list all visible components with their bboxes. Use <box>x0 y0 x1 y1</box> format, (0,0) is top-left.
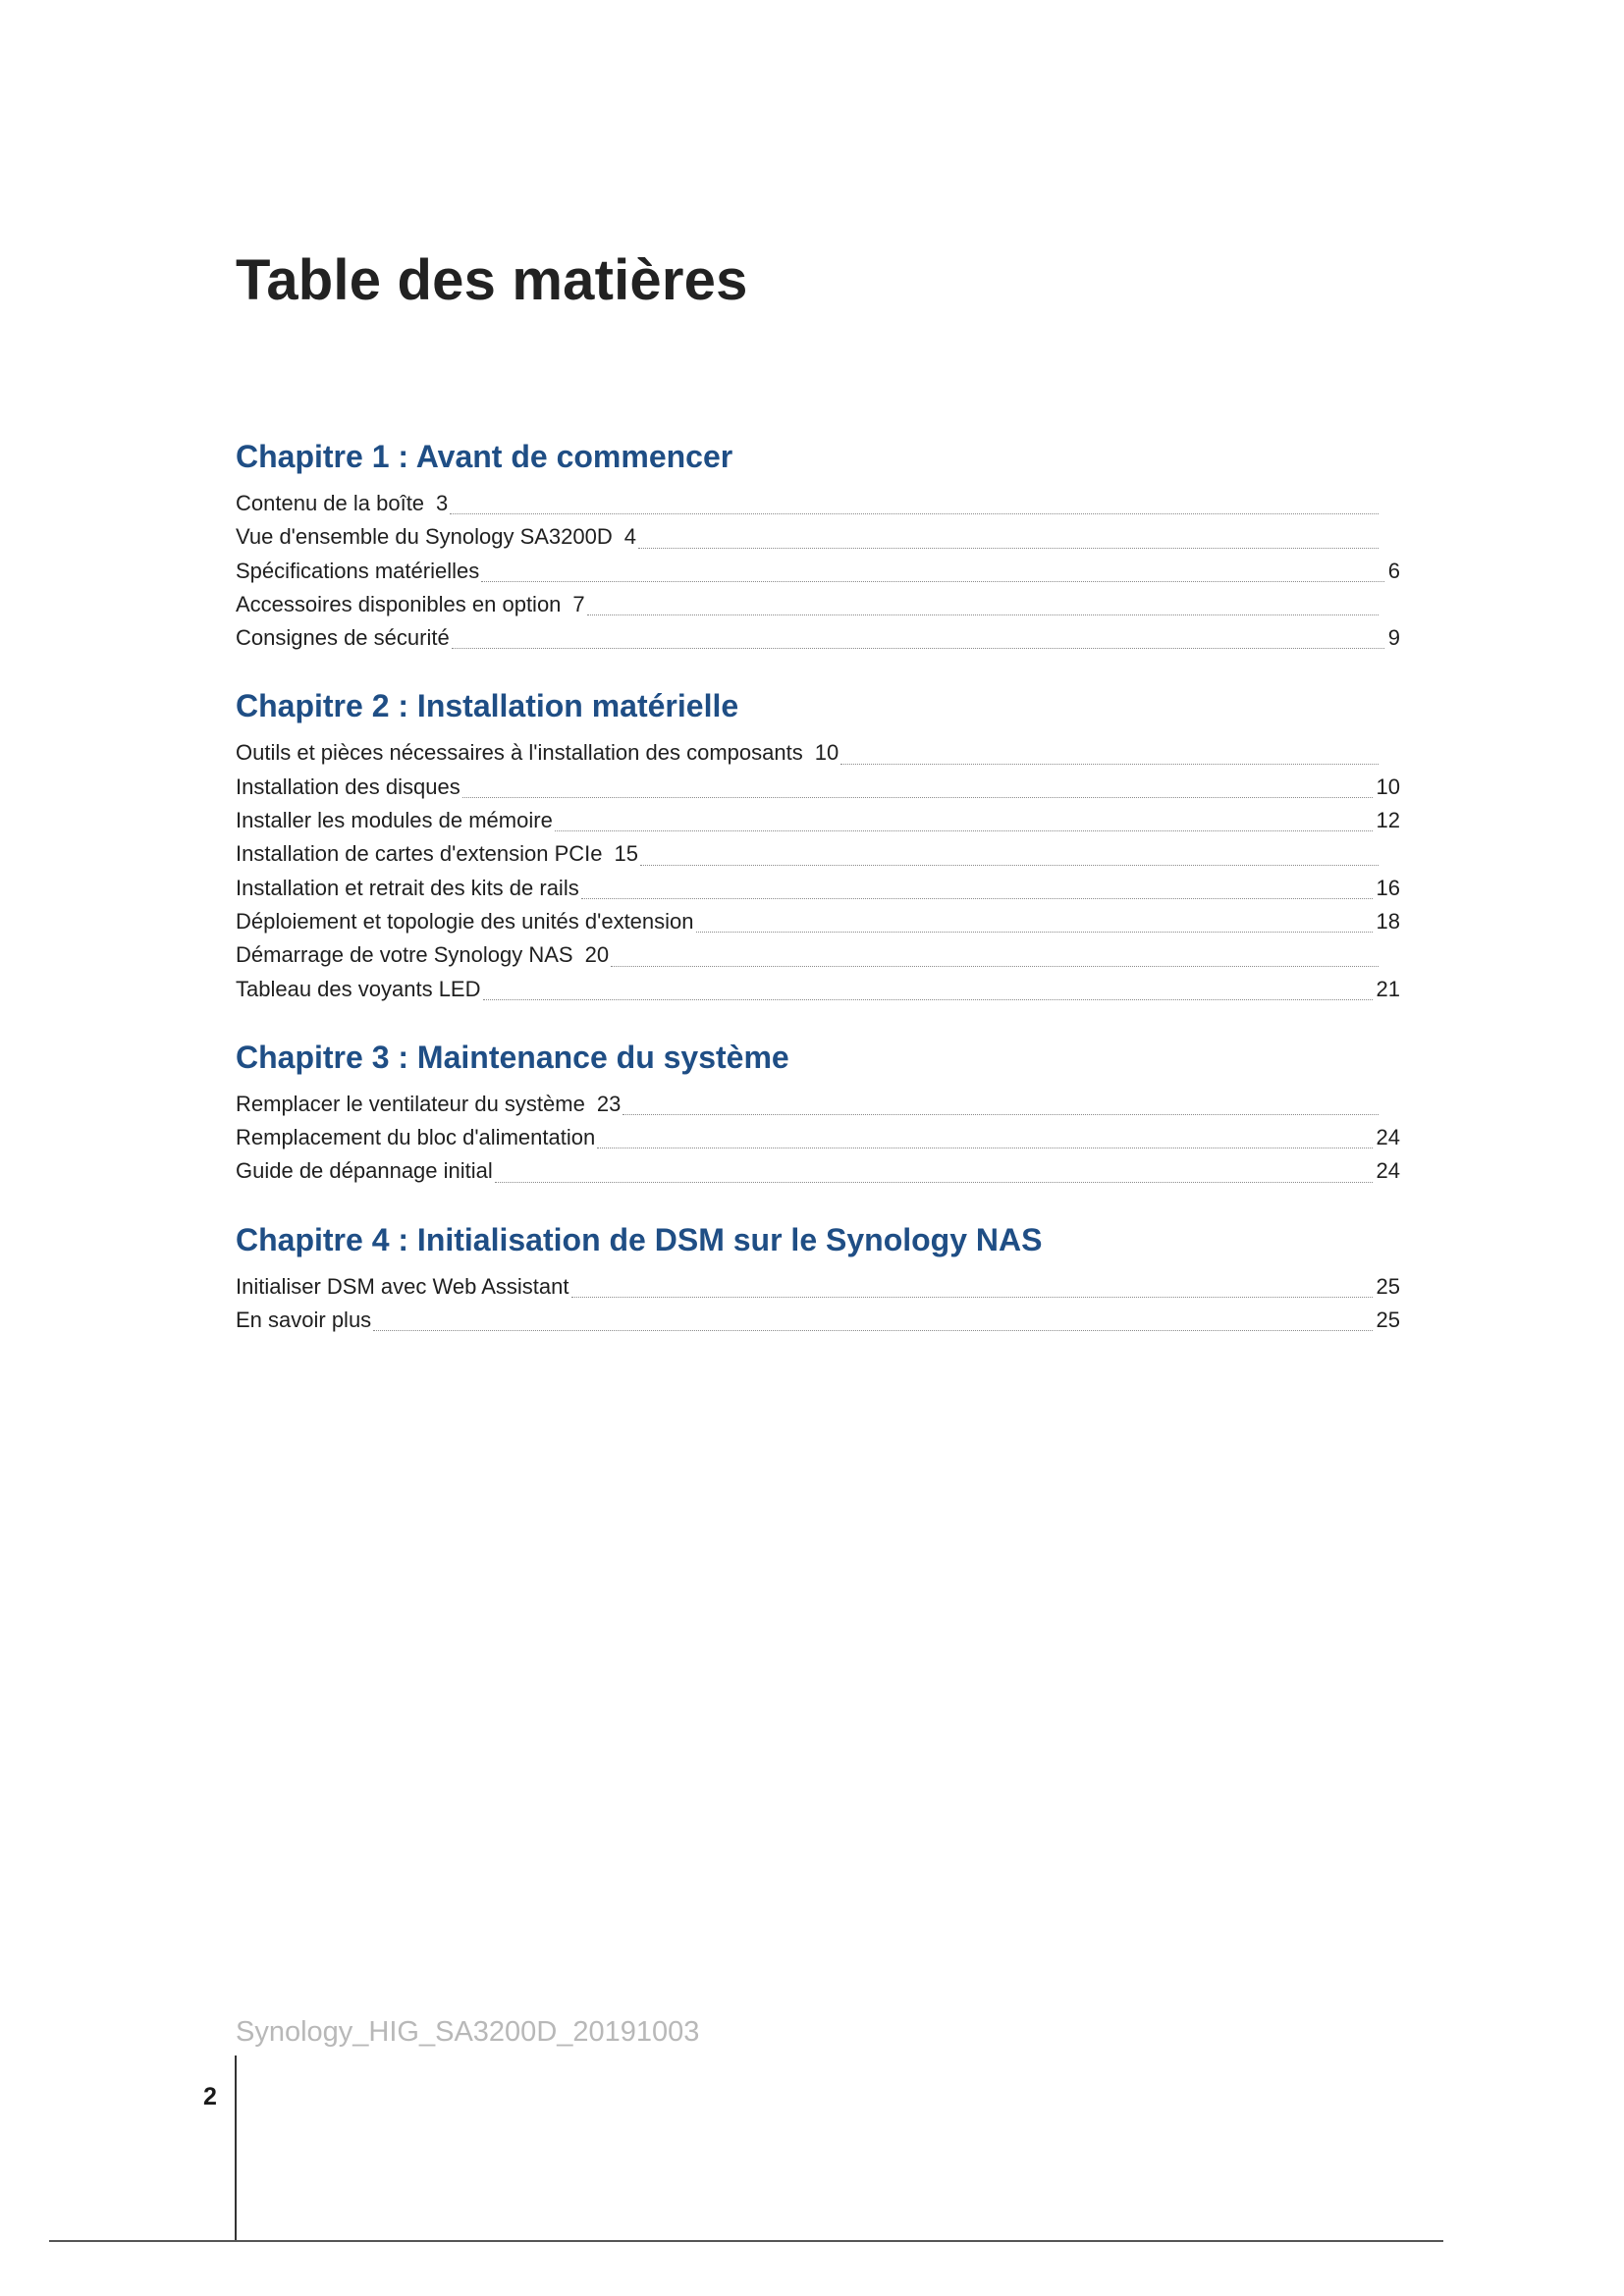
toc-entry[interactable] <box>236 1088 1400 1121</box>
document-id: Synology_HIG_SA3200D_20191003 <box>236 2016 700 2048</box>
toc-entry[interactable] <box>236 487 1400 520</box>
chapter-3 <box>236 1037 1400 1189</box>
toc-entry-label: Déploiement et topologie des unités d'extension <box>236 908 694 934</box>
dot-leader <box>640 865 1379 866</box>
toc-entry[interactable] <box>236 938 1400 972</box>
toc-entry-inline-page: 4 <box>623 524 637 550</box>
toc-entry-page: 9 <box>1387 625 1400 651</box>
toc-entry-page: 25 <box>1376 1273 1400 1299</box>
dot-leader <box>623 1114 1379 1115</box>
toc-entry-label: Tableau des voyants LED <box>236 976 481 1001</box>
toc-entry-page: 24 <box>1376 1125 1400 1150</box>
toc-entry-label: Guide de dépannage initial <box>236 1158 493 1184</box>
dot-leader <box>462 797 1373 798</box>
toc-entry[interactable] <box>236 1121 1400 1154</box>
dot-leader <box>840 764 1379 765</box>
toc-entry-label: Démarrage de votre Synology NAS <box>236 942 573 968</box>
toc-entry-page: 24 <box>1376 1158 1400 1184</box>
toc-entry-label: Initialiser DSM avec Web Assistant <box>236 1273 569 1299</box>
dot-leader <box>483 999 1373 1000</box>
toc-entry-label: Installation et retrait des kits de rails <box>236 875 579 900</box>
toc-entry[interactable] <box>236 1154 1400 1188</box>
toc-entry-label: Installation de cartes d'extension PCIe <box>236 841 603 867</box>
toc-entry[interactable] <box>236 837 1400 871</box>
toc-entry-inline-page: 10 <box>814 740 839 766</box>
toc-entry[interactable] <box>236 872 1400 905</box>
toc-entry-page: 12 <box>1376 808 1400 833</box>
chapter-2-title[interactable]: Chapitre 2 : Installation matérielle <box>236 688 739 724</box>
chapter-4-title[interactable]: Chapitre 4 : Initialisation de DSM sur le Synology NAS <box>236 1221 1043 1257</box>
dot-leader <box>452 648 1384 649</box>
dot-leader <box>581 898 1373 899</box>
footer-horizontal-rule <box>49 2240 1443 2242</box>
dot-leader <box>587 614 1379 615</box>
dot-leader <box>555 830 1373 831</box>
dot-leader <box>481 581 1384 582</box>
toc-entry-inline-page: 15 <box>614 841 639 867</box>
toc-entry-label: Consignes de sécurité <box>236 625 450 651</box>
table-of-contents <box>236 436 1400 1367</box>
dot-leader <box>638 548 1379 549</box>
chapter-4 <box>236 1219 1400 1338</box>
toc-entry-label: Installer les modules de mémoire <box>236 808 553 833</box>
toc-entry-page: 25 <box>1376 1308 1400 1333</box>
dot-leader <box>373 1330 1372 1331</box>
toc-entry[interactable] <box>236 905 1400 938</box>
dot-leader <box>611 966 1379 967</box>
chapter-2 <box>236 685 1400 1005</box>
toc-entry-label: Spécifications matérielles <box>236 558 480 583</box>
toc-entry-label: Outils et pièces nécessaires à l'installation des composants <box>236 740 803 766</box>
toc-entry-page: 21 <box>1376 976 1400 1001</box>
toc-entry-page: 6 <box>1387 558 1400 583</box>
toc-entry-label: En savoir plus <box>236 1308 372 1333</box>
toc-entry[interactable] <box>236 588 1400 621</box>
toc-entry[interactable] <box>236 804 1400 837</box>
dot-leader <box>696 932 1373 933</box>
chapter-1-title[interactable]: Chapitre 1 : Avant de commencer <box>236 439 733 474</box>
toc-entry[interactable] <box>236 771 1400 804</box>
toc-entry-label: Remplacement du bloc d'alimentation <box>236 1125 596 1150</box>
page-title: Table des matières <box>236 248 748 312</box>
toc-entry-inline-page: 20 <box>584 942 610 968</box>
toc-entry-page: 10 <box>1376 774 1400 799</box>
toc-entry-label: Installation des disques <box>236 774 460 799</box>
dot-leader <box>571 1297 1373 1298</box>
toc-entry-page: 16 <box>1376 875 1400 900</box>
toc-entry-inline-page: 7 <box>572 591 585 616</box>
toc-entry[interactable] <box>236 1304 1400 1337</box>
toc-entry-label: Accessoires disponibles en option <box>236 591 562 616</box>
dot-leader <box>450 513 1379 514</box>
toc-entry-label: Contenu de la boîte <box>236 491 425 515</box>
toc-entry-label: Vue d'ensemble du Synology SA3200D <box>236 524 613 550</box>
chapter-1 <box>236 436 1400 655</box>
toc-entry-inline-page: 3 <box>436 491 449 515</box>
toc-entry[interactable] <box>236 1270 1400 1304</box>
toc-entry-label: Remplacer le ventilateur du système <box>236 1091 585 1116</box>
footer-vertical-rule <box>235 2056 237 2242</box>
toc-entry[interactable] <box>236 736 1400 770</box>
toc-entry[interactable] <box>236 973 1400 1006</box>
toc-entry[interactable] <box>236 621 1400 655</box>
page-number: 2 <box>203 2083 217 2110</box>
dot-leader <box>495 1182 1373 1183</box>
chapter-3-title[interactable]: Chapitre 3 : Maintenance du système <box>236 1039 789 1075</box>
toc-entry[interactable] <box>236 520 1400 554</box>
toc-entry-inline-page: 23 <box>596 1091 622 1116</box>
toc-entry-page: 18 <box>1376 908 1400 934</box>
toc-entry[interactable] <box>236 555 1400 588</box>
